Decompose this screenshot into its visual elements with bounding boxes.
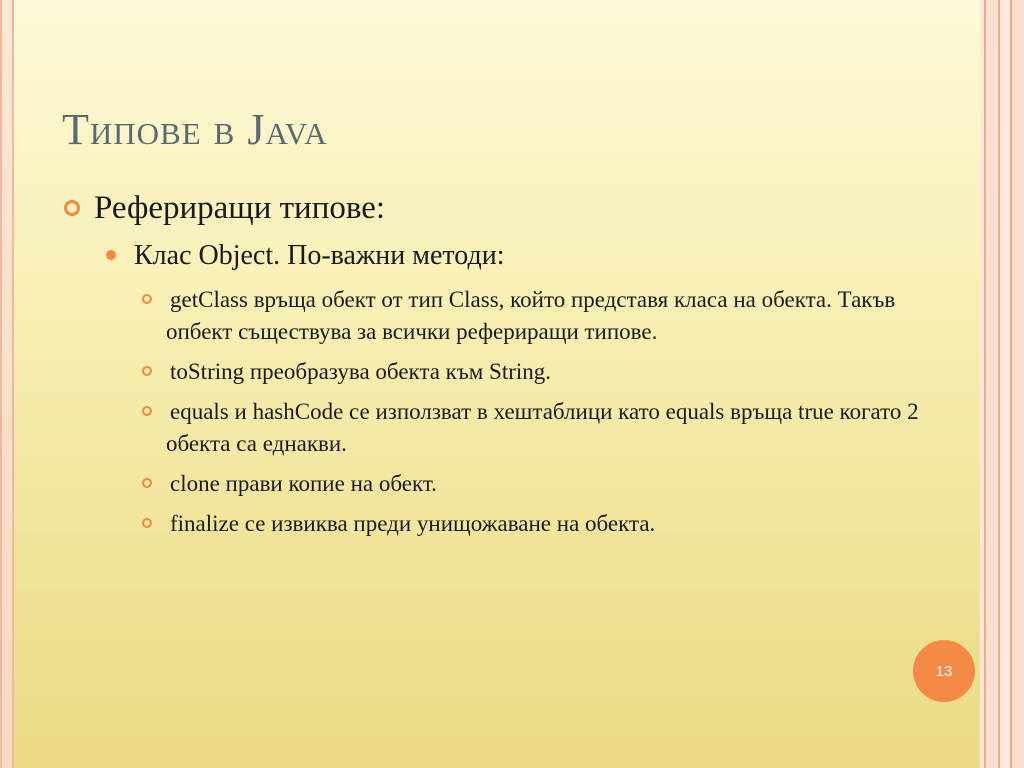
page-number-badge: 13 — [913, 640, 975, 702]
small-ring-bullet-icon — [142, 294, 152, 304]
dot-bullet-icon — [106, 250, 116, 260]
small-ring-bullet-icon — [142, 366, 152, 376]
list-item-text: getClass връща обект от тип Class, който представя класа на обекта. Такъв опбект съществува за всички рефериращи типове. — [166, 287, 896, 344]
small-ring-bullet-icon — [142, 406, 152, 416]
list-item — [62, 284, 922, 348]
list-item — [62, 468, 922, 500]
slide-content — [62, 186, 922, 548]
bullet-level2-text: Клас Object. По-важни методи: — [134, 240, 505, 271]
right-decorative-border — [980, 0, 1024, 768]
bullet-level1 — [62, 186, 922, 230]
bullet-level1-text: Рефериращи типове: — [94, 190, 386, 226]
list-item-text: equals и hashCode се използват в хештаблици като equals връща true когато 2 обекта са еднакви. — [166, 399, 919, 456]
small-ring-bullet-icon — [142, 518, 152, 528]
ring-bullet-icon — [64, 200, 80, 216]
slide-title: Типове в Java — [62, 105, 328, 154]
list-item-text: finalize се извиква преди унищожаване на обекта. — [170, 511, 656, 536]
left-decorative-border — [0, 0, 14, 768]
list-item — [62, 356, 922, 388]
list-item-text: clone прави копие на обект. — [170, 471, 437, 496]
bullet-level2 — [62, 238, 922, 274]
list-item — [62, 396, 922, 460]
small-ring-bullet-icon — [142, 478, 152, 488]
list-item — [62, 508, 922, 540]
list-item-text: toString преобразува обекта към String. — [170, 359, 552, 384]
